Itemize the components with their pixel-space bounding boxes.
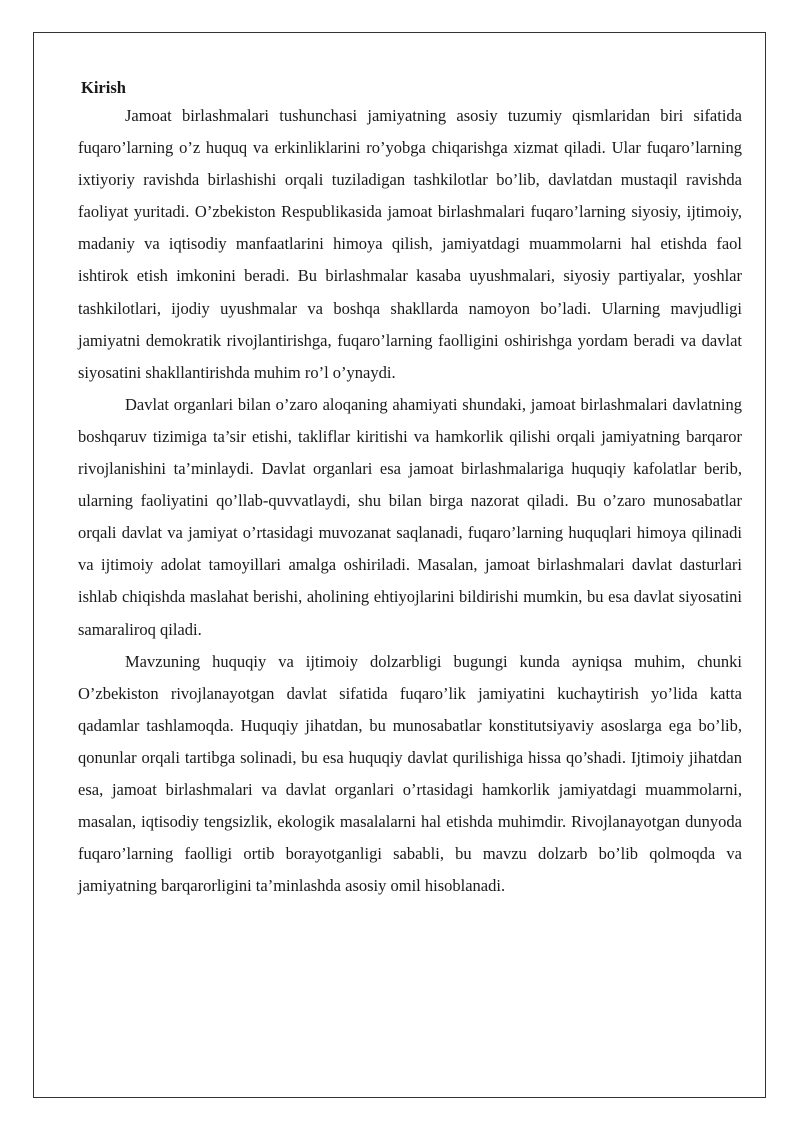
paragraph-3: Mavzuning huquqiy va ijtimoiy dolzarbligi bugungi kunda ayniqsa muhim, chunki O’zbekiston rivojlanayotgan davlat sifatida fuqaro’lik jamiyatini kuchaytirish yo’lida katta qadamlar tashlamoqda. Huquqiy jihatdan, bu munosabatlar konstitutsiyaviy asoslarga ega bo’lib, qonunlar orqali tartibga solinadi, bu esa huquqiy davlat qurilishiga hissa qo’shadi. Ijtimoiy jihatdan esa, jamoat birlashmalari va davlat organlari o’rtasidagi hamkorlik jamiyatdagi muammolarni, masalan, iqtisodiy tengsizlik, ekologik masalalarni hal etishda muhimdir. Rivojlanayotgan dunyoda fuqaro’larning faolligi ortib borayotganligi sababli, bu mavzu dolzarb bo’lib qolmoqda va jamiyatning barqarorligini ta’minlashda asosiy omil hisoblanadi. [78,651,742,896]
document-body [78,76,742,902]
paragraph-2: Davlat organlari bilan o’zaro aloqaning ahamiyati shundaki, jamoat birlashmalari davlatning boshqaruv tizimiga ta’sir etishi, takliflar kiritishi va hamkorlik qilishi orqali jamiyatning barqaror rivojlanishini ta’minlaydi. Davlat organlari esa jamoat birlashmalariga huquqiy kafolatlar berib, ularning faoliyatini qo’llab-quvvatlaydi, shu bilan birga nazorat qiladi. Bu o’zaro munosabatlar orqali davlat va jamiyat o’rtasidagi muvozanat saqlanadi, fuqaro’larning huquqlari himoya qilinadi va ijtimoiy adolat tamoyillari amalga oshiriladi. Masalan, jamoat birlashmalari davlat dasturlari ishlab chiqishda maslahat berishi, aholining ehtiyojlarini bildirishi mumkin, bu esa davlat siyosatini samaraliroq qiladi. [78,394,742,639]
paragraph-1: Jamoat birlashmalari tushunchasi jamiyatning asosiy tuzumiy qismlaridan biri sifatida fuqaro’larning o’z huquq va erkinliklarini ro’yobga chiqarishga xizmat qiladi. Ular fuqaro’larning ixtiyoriy ravishda birlashishi orqali tuziladigan tashkilotlar bo’lib, davlatdan mustaqil ravishda faoliyat yuritadi. O’zbekiston Respublikasida jamoat birlashmalari fuqaro’larning siyosiy, ijtimoiy, madaniy va iqtisodiy manfaatlarini himoya qilish, jamiyatdagi muammolarni hal etishda faol ishtirok etish imkonini beradi. Bu birlashmalar kasaba uyushmalari, siyosiy partiyalar, yoshlar tashkilotlari, ijodiy uyushmalar va boshqa shakllarda namoyon bo’ladi. Ularning mavjudligi jamiyatni demokratik rivojlantirishga, fuqaro’larning faolligini oshirishga yordam beradi va davlat siyosatini shakllantirishda muhim ro’l o’ynaydi. [78,106,742,382]
section-heading: Kirish [81,78,126,97]
